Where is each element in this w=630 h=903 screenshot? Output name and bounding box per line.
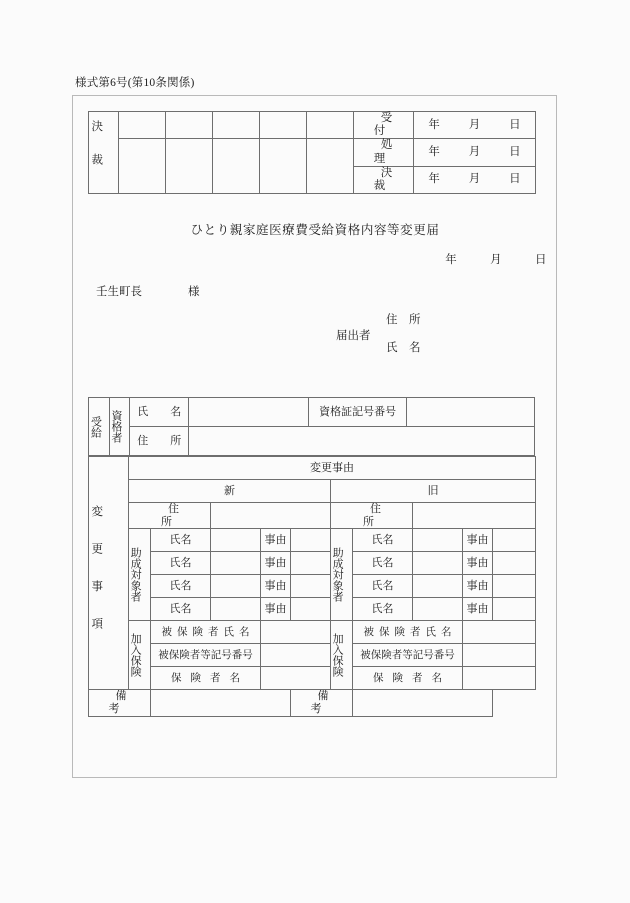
day-label: 日 — [535, 254, 547, 266]
year-label: 年 — [445, 254, 457, 266]
approval-blank-cell[interactable] — [119, 139, 166, 194]
new-insurance-vertical-label-text: 加入保険 — [129, 633, 142, 678]
old-beneficiary-reason-label: 事由 — [463, 529, 493, 552]
change-reason-header: 変更事由 — [129, 457, 536, 480]
old-beneficiary-name-label: 氏名 — [353, 575, 413, 598]
old-insurer-name-value[interactable] — [463, 667, 536, 690]
approval-blank-cell[interactable] — [307, 139, 354, 194]
recipient-address-label: 住 所 — [130, 427, 189, 456]
recipient-name-label: 氏 名 — [130, 398, 189, 427]
day-label: 日 — [509, 173, 521, 186]
old-beneficiary-reason-value[interactable] — [493, 598, 536, 621]
approval-row-label-decision: 決 裁 — [354, 166, 414, 193]
old-address-label: 住 所 — [331, 503, 413, 529]
approval-blank-cell[interactable] — [119, 112, 166, 139]
new-address-label: 住 所 — [129, 503, 211, 529]
recipient-cert-number-label: 資格証記号番号 — [309, 398, 406, 427]
approval-blank-cell[interactable] — [213, 139, 260, 194]
recipient-vertical-label-2 — [109, 398, 130, 456]
old-insurer-name-label: 保険者名 — [353, 667, 463, 690]
old-insurance-vertical-label — [331, 621, 353, 690]
new-beneficiary-name-value[interactable] — [211, 575, 261, 598]
month-label: 月 — [490, 254, 502, 266]
old-beneficiary-reason-label: 事由 — [463, 552, 493, 575]
old-insured-name-value[interactable] — [463, 621, 536, 644]
change-vertical-label-text: 変更事項 — [90, 504, 103, 655]
recipient-vertical-label-1 — [89, 398, 110, 456]
year-label: 年 — [428, 118, 440, 131]
approval-row-label-reception: 受 付 — [354, 112, 414, 139]
month-label: 月 — [468, 118, 481, 131]
new-beneficiary-name-label: 氏名 — [151, 529, 211, 552]
old-beneficiary-vertical-label — [331, 529, 353, 621]
old-beneficiary-name-value[interactable] — [413, 529, 463, 552]
day-label: 日 — [509, 146, 521, 159]
new-beneficiary-vertical-label-text: 助成対象者 — [129, 547, 142, 603]
new-beneficiary-name-value[interactable] — [211, 552, 261, 575]
old-beneficiary-reason-label: 事由 — [463, 575, 493, 598]
submission-date-line[interactable] — [430, 251, 562, 267]
old-beneficiary-vertical-label-text: 助成対象者 — [331, 547, 344, 603]
new-insurer-name-value[interactable] — [261, 667, 331, 690]
old-beneficiary-name-value[interactable] — [413, 598, 463, 621]
old-beneficiary-reason-value[interactable] — [493, 529, 536, 552]
recipient-address-value[interactable] — [189, 427, 535, 456]
new-beneficiary-name-label: 氏名 — [151, 575, 211, 598]
new-insured-number-value[interactable] — [261, 644, 331, 667]
approval-vertical-label — [89, 112, 119, 194]
approval-blank-cell[interactable] — [166, 112, 213, 139]
recipient-cert-number-value[interactable] — [406, 398, 534, 427]
old-insurance-vertical-label-text: 加入保険 — [331, 633, 344, 678]
addressee-name: 壬生町長 — [96, 286, 142, 298]
change-vertical-label — [89, 457, 129, 690]
month-label: 月 — [468, 173, 481, 186]
old-beneficiary-name-label: 氏名 — [353, 552, 413, 575]
new-beneficiary-reason-label: 事由 — [261, 575, 291, 598]
new-insured-name-label: 被保険者氏名 — [151, 621, 261, 644]
submitter-label: 届出者 — [336, 330, 371, 342]
form-number-label: 様式第6号(第10条関係) — [75, 77, 195, 89]
new-beneficiary-reason-label: 事由 — [261, 598, 291, 621]
old-beneficiary-name-value[interactable] — [413, 575, 463, 598]
approval-row-label-processing: 処 理 — [354, 139, 414, 166]
approval-table — [88, 111, 536, 194]
new-beneficiary-reason-value[interactable] — [291, 598, 331, 621]
recipient-table — [88, 397, 535, 456]
old-insured-number-label: 被保険者等記号番号 — [353, 644, 463, 667]
new-beneficiary-name-label: 氏名 — [151, 598, 211, 621]
submitter-address-label: 住 所 — [386, 314, 421, 326]
new-beneficiary-vertical-label — [129, 529, 151, 621]
old-beneficiary-name-value[interactable] — [413, 552, 463, 575]
old-beneficiary-reason-value[interactable] — [493, 575, 536, 598]
recipient-vertical-label-1-text: 受給 — [89, 415, 102, 438]
new-insured-name-value[interactable] — [261, 621, 331, 644]
approval-vertical-label-text: 決裁 — [90, 120, 103, 188]
new-beneficiary-reason-value[interactable] — [291, 575, 331, 598]
approval-blank-cell[interactable] — [307, 112, 354, 139]
old-beneficiary-reason-value[interactable] — [493, 552, 536, 575]
month-label: 月 — [468, 146, 481, 159]
new-beneficiary-name-value[interactable] — [211, 529, 261, 552]
new-beneficiary-reason-label: 事由 — [261, 552, 291, 575]
new-insurer-name-label: 保険者名 — [151, 667, 261, 690]
recipient-name-value[interactable] — [189, 398, 309, 427]
new-beneficiary-reason-value[interactable] — [291, 529, 331, 552]
new-beneficiary-reason-value[interactable] — [291, 552, 331, 575]
submitter-name-label: 氏 名 — [386, 342, 421, 354]
addressee-honorific: 様 — [188, 286, 200, 298]
approval-row-date-reception[interactable] — [414, 112, 536, 139]
old-beneficiary-name-label: 氏名 — [353, 529, 413, 552]
approval-blank-cell[interactable] — [166, 139, 213, 194]
column-header-old: 旧 — [331, 480, 536, 503]
old-beneficiary-name-label: 氏名 — [353, 598, 413, 621]
column-header-new: 新 — [129, 480, 331, 503]
old-beneficiary-reason-label: 事由 — [463, 598, 493, 621]
old-remarks-label: 備 考 — [291, 690, 353, 716]
year-label: 年 — [428, 173, 440, 186]
day-label: 日 — [509, 118, 521, 131]
new-remarks-value[interactable] — [151, 690, 291, 716]
addressee-line — [96, 283, 200, 299]
new-beneficiary-name-value[interactable] — [211, 598, 261, 621]
recipient-vertical-label-2-text: 資格者 — [110, 410, 123, 443]
new-beneficiary-reason-label: 事由 — [261, 529, 291, 552]
old-remarks-value[interactable] — [353, 690, 493, 716]
new-insured-number-label: 被保険者等記号番号 — [151, 644, 261, 667]
new-beneficiary-name-label: 氏名 — [151, 552, 211, 575]
old-insured-number-value[interactable] — [463, 644, 536, 667]
approval-row-date-processing[interactable] — [414, 139, 536, 166]
approval-blank-cell[interactable] — [260, 112, 307, 139]
approval-blank-cell[interactable] — [260, 139, 307, 194]
new-insurance-vertical-label — [129, 621, 151, 690]
new-remarks-label: 備 考 — [89, 690, 151, 716]
year-label: 年 — [428, 146, 440, 159]
approval-row-date-decision[interactable] — [414, 166, 536, 193]
document-title: ひとり親家庭医療費受給資格内容等変更届 — [190, 223, 440, 237]
old-insured-name-label: 被保険者氏名 — [353, 621, 463, 644]
change-table — [88, 456, 536, 717]
approval-blank-cell[interactable] — [213, 112, 260, 139]
